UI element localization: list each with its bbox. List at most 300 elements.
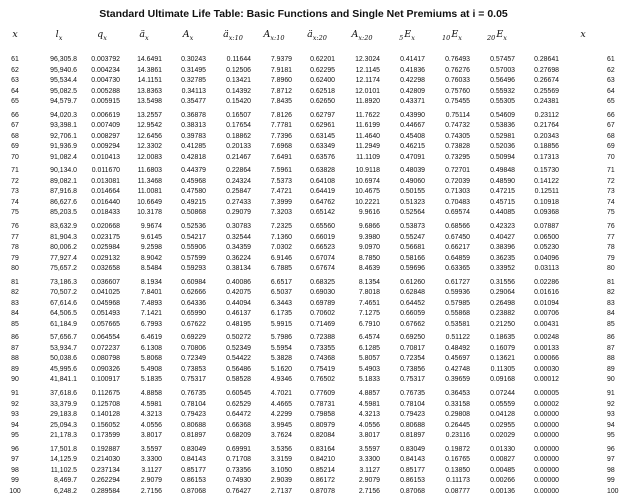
value-cell: 0.75317	[181, 376, 206, 384]
value-cell: 0.86172	[310, 477, 335, 485]
value-cell: 0.78104	[181, 400, 206, 408]
value-cell: 8.9042	[140, 254, 162, 262]
value-cell: 0.38134	[226, 265, 251, 273]
value-cell: 0.23882	[490, 310, 515, 318]
age-cell: 88	[11, 355, 19, 363]
table-row: 97 14,125.9 0.214030 3.3300 0.84143 0.71708 3.3159 0.84210 3.3300 0.84143 0.16765 0.00827 0.00000 97	[0, 455, 607, 466]
value-cell: 2.7156	[140, 487, 162, 495]
age-cell: 74	[11, 198, 19, 206]
value-cell: 0.76735	[400, 390, 425, 398]
value-cell: 37,618.6	[50, 390, 77, 398]
header-Ax	[168, 29, 208, 42]
value-cell: 0.87078	[310, 487, 335, 495]
header-subscript: x:20	[358, 34, 373, 42]
value-cell: 3.8017	[358, 432, 380, 440]
value-cell: 0.018433	[91, 209, 120, 217]
value-cell: 0.30783	[226, 223, 251, 231]
value-cell: 0.67622	[181, 320, 206, 328]
value-cell: 3.3300	[358, 456, 380, 464]
value-cell: 0.72388	[310, 334, 335, 342]
value-cell: 4.8857	[358, 390, 380, 398]
value-cell: 0.59936	[445, 289, 470, 297]
value-cell: 0.49060	[400, 177, 425, 185]
header-prefix: 20	[487, 34, 496, 42]
value-cell: 0.66059	[400, 310, 425, 318]
age-cell: 80	[11, 265, 19, 273]
value-cell: 0.70483	[445, 198, 470, 206]
value-cell: 0.45968	[181, 177, 206, 185]
value-cell: 0.064554	[91, 334, 120, 342]
spacer-cell	[559, 333, 607, 344]
value-cell: 0.74732	[445, 122, 470, 130]
value-cell: 0.73853	[181, 365, 206, 373]
value-cell: 6.7885	[270, 265, 292, 273]
age-cell: 61	[11, 56, 19, 63]
value-cell: 0.82084	[310, 432, 335, 440]
value-cell: 0.66523	[310, 244, 335, 252]
value-cell: 8.7850	[358, 254, 380, 262]
age-cell: 76	[11, 223, 19, 231]
value-cell: 0.28641	[534, 56, 559, 63]
value-cell: 0.18635	[490, 334, 515, 342]
value-cell: 6.5037	[270, 289, 292, 297]
value-cell: 0.56496	[490, 77, 515, 84]
header-subscript: x	[145, 34, 149, 42]
value-cell: 0.61727	[445, 278, 470, 286]
age-cell: 66	[11, 111, 19, 119]
value-cell: 0.47091	[400, 153, 425, 161]
value-cell: 0.44667	[400, 122, 425, 130]
header-ax-annuity	[124, 29, 164, 42]
value-cell: 0.00000	[534, 456, 559, 464]
value-cell: 11.8920	[355, 98, 380, 105]
spacer-cell	[559, 389, 607, 400]
value-cell: 0.50155	[400, 188, 425, 196]
value-cell: 0.70602	[310, 310, 335, 318]
table-row: 86 57,656.7 0.064554 6.4619 0.69229 0.50272 5.7986 0.72388 6.4574 0.69250 0.51122 0.18635 0.00248 86	[0, 333, 607, 344]
value-cell: 0.71708	[226, 456, 251, 464]
value-cell: 95,082.5	[50, 87, 77, 95]
header-symbol: x	[580, 29, 586, 40]
table-row: 91 37,618.6 0.112675 4.8858 0.76735 0.60545 4.7021 0.77609 4.8857 0.76735 0.36453 0.07244 0.00005 91	[0, 389, 607, 400]
header-qx	[82, 29, 122, 42]
value-cell: 0.00266	[490, 477, 515, 485]
value-cell: 0.83164	[310, 445, 335, 453]
value-cell: 0.237134	[91, 466, 120, 474]
life-table	[0, 55, 619, 497]
header-subscript: x:10	[270, 34, 285, 42]
value-cell: 0.76493	[445, 56, 470, 63]
value-cell: 0.52036	[490, 143, 515, 151]
value-cell: 0.60984	[181, 278, 206, 286]
value-cell: 0.013081	[91, 177, 120, 185]
value-cell: 0.51122	[445, 334, 470, 342]
value-cell: 0.00000	[534, 466, 559, 474]
table-row: 69 91,936.9 0.009294 12.3302 0.41285 0.20133 7.6968 0.63349 11.2949 0.46215 0.73828 0.52036 0.18856 69	[0, 142, 607, 153]
value-cell: 87,916.8	[50, 188, 77, 196]
value-cell: 0.72701	[445, 167, 470, 175]
value-cell: 14.6491	[137, 56, 162, 63]
header-subscript: x	[503, 34, 507, 42]
table-row: 90 41,841.1 0.100917 5.1835 0.75317 0.58528 4.9346 0.76502 5.1833 0.75317 0.39659 0.09168 0.00012 90	[0, 375, 607, 386]
table-row: 78 80,006.2 0.025984 9.2598 0.55906 0.34359 7.0302 0.66523 9.0970 0.56681 0.66217 0.38396 0.05230 78	[0, 243, 607, 254]
value-cell: 0.045968	[91, 299, 120, 307]
value-cell: 7.5961	[270, 167, 292, 175]
value-cell: 0.289584	[91, 487, 120, 495]
value-cell: 0.13621	[490, 355, 515, 363]
value-cell: 70,507.2	[50, 289, 77, 297]
header-symbol: E	[451, 29, 459, 40]
value-cell: 4.2299	[270, 411, 292, 419]
value-cell: 0.17654	[226, 122, 251, 130]
header-20Ex	[477, 29, 517, 42]
table-row: 84 64,506.5 0.051493 7.1421 0.65990 0.46137 6.1735 0.70602 7.1275 0.66059 0.55868 0.23882 0.00706 84	[0, 309, 607, 320]
value-cell: 6.1285	[358, 344, 380, 352]
value-cell: 0.62518	[310, 87, 335, 95]
value-cell: 0.02955	[490, 421, 515, 429]
value-cell: 12.3024	[355, 56, 380, 63]
value-cell: 0.53581	[445, 320, 470, 328]
value-cell: 3.5597	[358, 445, 380, 453]
value-cell: 0.73295	[445, 153, 470, 161]
value-cell: 0.48039	[400, 167, 425, 175]
value-cell: 9.2598	[140, 244, 162, 252]
value-cell: 3.1050	[270, 466, 292, 474]
value-cell: 12.3302	[137, 143, 162, 151]
spacer-cell	[559, 142, 607, 153]
value-cell: 5.8057	[358, 355, 380, 363]
value-cell: 0.65142	[310, 209, 335, 217]
value-cell: 5.3828	[270, 355, 292, 363]
table-row: 87 53,934.7 0.072237 6.1308 0.70806 0.52349 5.5954 0.73355 6.1285 0.70817 0.48492 0.16079 0.00133 87	[0, 344, 607, 355]
value-cell: 0.14122	[534, 177, 559, 185]
value-cell: 0.84210	[310, 456, 335, 464]
value-cell: 6.4619	[140, 334, 162, 342]
age-cell: 79	[11, 254, 19, 262]
spacer-cell	[559, 455, 607, 466]
value-cell: 0.00136	[490, 487, 515, 495]
value-cell: 6,248.2	[54, 487, 77, 495]
value-cell: 3.5597	[140, 445, 162, 453]
value-cell: 0.58528	[226, 376, 251, 384]
spacer-cell	[559, 476, 607, 487]
value-cell: 0.65560	[310, 223, 335, 231]
value-cell: 50,038.6	[50, 355, 77, 363]
value-cell: 0.00005	[534, 390, 559, 398]
spacer-cell	[559, 487, 607, 498]
header-symbol: ä	[223, 29, 229, 40]
value-cell: 10.6649	[137, 198, 162, 206]
value-cell: 0.60545	[226, 390, 251, 398]
spacer-cell	[559, 111, 607, 122]
header-symbol: ä	[307, 29, 313, 40]
value-cell: 0.45715	[490, 198, 515, 206]
value-cell: 0.02029	[490, 432, 515, 440]
value-cell: 14.1151	[137, 77, 162, 84]
value-cell: 0.100917	[91, 376, 120, 384]
value-cell: 0.029132	[91, 254, 120, 262]
value-cell: 11.3468	[137, 177, 162, 185]
value-cell: 0.66217	[445, 244, 470, 252]
table-row: 99 8,469.7 0.262294 2.9079 0.86153 0.74930 2.9039 0.86172 2.9079 0.86153 0.11173 0.00266 0.00000 99	[0, 476, 607, 487]
value-cell: 94,020.3	[50, 111, 77, 119]
value-cell: 0.01330	[490, 445, 515, 453]
value-cell: 0.69574	[445, 209, 470, 217]
value-cell: 0.16507	[226, 111, 251, 119]
value-cell: 11.4640	[355, 132, 380, 140]
value-cell: 0.86153	[181, 477, 206, 485]
value-cell: 7.1421	[140, 310, 162, 318]
header-symbol: E	[404, 29, 412, 40]
table-row: 66 94,020.3 0.006619 13.2557 0.36878 0.16507 7.8126 0.62797 11.7622 0.43990 0.75114 0.54609 0.23112 66	[0, 111, 607, 122]
value-cell: 0.00000	[534, 477, 559, 485]
table-row: 67 93,398.1 0.007409 12.9542 0.38313 0.17654 7.7781 0.62961 11.6199 0.44667 0.74732 0.53836 0.21764 67	[0, 121, 607, 132]
value-cell: 0.00133	[534, 344, 559, 352]
value-cell: 0.73356	[226, 466, 251, 474]
value-cell: 0.16079	[490, 344, 515, 352]
value-cell: 53,934.7	[50, 344, 77, 352]
spacer-cell	[559, 222, 607, 233]
table-row: 85 61,184.9 0.057665 6.7993 0.67622 0.48195 5.9915 0.71469 6.7910 0.67662 0.53581 0.21250 0.00431 85	[0, 320, 607, 331]
value-cell: 0.33158	[445, 400, 470, 408]
value-cell: 0.68325	[310, 278, 335, 286]
value-cell: 0.22864	[226, 167, 251, 175]
table-row: 92 33,379.9 0.125708 4.5981 0.78104 0.62529 4.4665 0.78731 4.5981 0.78104 0.33158 0.05559 0.00002 92	[0, 400, 607, 411]
table-row: 62 95,940.6 0.004234 14.3861 0.31495 0.12506 7.9181 0.62295 12.1145 0.41836 0.76276 0.57003 0.27698 62	[0, 66, 607, 77]
value-cell: 0.23112	[534, 111, 559, 119]
value-cell: 0.00431	[534, 320, 559, 328]
value-cell: 0.27433	[226, 198, 251, 206]
value-cell: 73,186.3	[50, 278, 77, 286]
value-cell: 8.5484	[140, 265, 162, 273]
age-cell: 87	[11, 344, 19, 352]
value-cell: 0.07244	[490, 390, 515, 398]
age-cell: 65	[11, 98, 19, 105]
value-cell: 0.10918	[534, 198, 559, 206]
header-subscript: x	[103, 34, 107, 42]
value-cell: 3.1127	[141, 466, 162, 474]
header-symbol: q	[97, 29, 104, 40]
value-cell: 0.83049	[400, 445, 425, 453]
value-cell: 0.76276	[445, 66, 470, 74]
value-cell: 7.2325	[270, 223, 292, 231]
spacer-cell	[559, 466, 607, 477]
value-cell: 10.3178	[137, 209, 162, 217]
value-cell: 0.18862	[226, 132, 251, 140]
value-cell: 0.48590	[490, 177, 515, 185]
value-cell: 0.45697	[445, 355, 470, 363]
table-row: 71 90,134.0 0.011670 11.6803 0.44379 0.22864 7.5961 0.63828 10.9118 0.48039 0.72701 0.49848 0.15730 71	[0, 166, 607, 177]
value-cell: 5.5954	[270, 344, 292, 352]
value-cell: 57,656.7	[50, 334, 77, 342]
value-cell: 0.051493	[91, 310, 120, 318]
value-cell: 0.39659	[445, 376, 470, 384]
value-cell: 2.9039	[270, 477, 292, 485]
value-cell: 0.43371	[400, 98, 425, 105]
header-symbol: A	[263, 29, 271, 40]
value-cell: 0.63349	[310, 143, 335, 151]
value-cell: 0.27698	[534, 66, 559, 74]
spacer-cell	[559, 375, 607, 386]
value-cell: 0.81897	[181, 432, 206, 440]
value-cell: 0.64336	[181, 299, 206, 307]
value-cell: 83,632.9	[50, 223, 77, 231]
value-cell: 0.25847	[226, 188, 251, 196]
value-cell: 0.00030	[534, 365, 559, 373]
value-cell: 0.20133	[226, 143, 251, 151]
value-cell: 0.55906	[181, 244, 206, 252]
value-cell: 0.02286	[534, 278, 559, 286]
header-symbol: A	[182, 29, 190, 40]
value-cell: 4.3213	[140, 411, 162, 419]
value-cell: 0.05559	[490, 400, 515, 408]
value-cell: 0.73828	[445, 143, 470, 151]
age-cell: 77	[11, 233, 19, 241]
value-cell: 0.80979	[310, 421, 335, 429]
value-cell: 11.6199	[355, 122, 380, 130]
value-cell: 0.00000	[534, 432, 559, 440]
value-cell: 12.0083	[137, 153, 162, 161]
value-cell: 2.7137	[270, 487, 292, 495]
value-cell: 95,940.6	[50, 66, 77, 74]
value-cell: 0.11173	[446, 477, 470, 485]
value-cell: 0.23116	[445, 432, 470, 440]
header-10Ex	[432, 29, 472, 42]
table-row: 63 95,534.4 0.004730 14.1151 0.32785 0.13421 7.8960 0.62400 12.1174 0.42298 0.76033 0.56496 0.26674 63	[0, 76, 607, 87]
table-row: 88 50,038.6 0.080798 5.8068 0.72349 0.54422 5.3828 0.74368 5.8057 0.72354 0.45697 0.13621 0.00066 88	[0, 354, 607, 365]
value-cell: 0.55868	[445, 310, 470, 318]
value-cell: 5.1833	[358, 376, 380, 384]
value-cell: 3.3300	[140, 456, 162, 464]
table-row: 64 95,082.5 0.005288 13.8363 0.34113 0.14392 7.8712 0.62518 12.0101 0.42809 0.75760 0.55932 0.25569 64	[0, 87, 607, 98]
value-cell: 0.014664	[91, 188, 120, 196]
value-cell: 0.77609	[310, 390, 335, 398]
value-cell: 0.31495	[181, 66, 206, 74]
value-cell: 0.26674	[534, 77, 559, 84]
value-cell: 8.1354	[358, 278, 380, 286]
value-cell: 0.58166	[400, 254, 425, 262]
value-cell: 0.62666	[181, 289, 206, 297]
value-cell: 0.125708	[91, 400, 120, 408]
value-cell: 0.72349	[181, 355, 206, 363]
value-cell: 4.4665	[270, 400, 292, 408]
value-cell: 4.5981	[358, 400, 380, 408]
value-cell: 6.7910	[358, 320, 380, 328]
table-row: 79 77,927.4 0.029132 8.9042 0.57599 0.36224 6.9146 0.67074 8.7850 0.58166 0.64859 0.36235 0.04096 79	[0, 254, 607, 265]
value-cell: 5.9915	[270, 320, 292, 328]
table-row: 65 94,579.7 0.005915 13.5498 0.35477 0.15420 7.8435 0.62650 11.8920 0.43371 0.75455 0.55305 0.24381 65	[0, 97, 607, 108]
value-cell: 0.45408	[400, 132, 425, 140]
value-cell: 0.75760	[445, 87, 470, 95]
value-cell: 0.64452	[400, 299, 425, 307]
value-cell: 13.2557	[137, 111, 162, 119]
age-cell: 89	[11, 365, 19, 373]
value-cell: 0.47580	[181, 188, 206, 196]
value-cell: 0.61260	[400, 278, 425, 286]
value-cell: 0.53873	[400, 223, 425, 231]
value-cell: 0.00827	[490, 456, 515, 464]
value-cell: 0.30243	[181, 56, 206, 63]
value-cell: 0.57599	[181, 254, 206, 262]
value-cell: 0.85177	[181, 466, 206, 474]
value-cell: 0.010413	[91, 153, 120, 161]
value-cell: 0.78104	[400, 400, 425, 408]
header-subscript: x:10	[228, 34, 243, 42]
value-cell: 0.009294	[91, 143, 120, 151]
value-cell: 0.32544	[226, 233, 251, 241]
value-cell: 85,203.5	[50, 209, 77, 217]
age-cell: 90	[11, 376, 19, 384]
value-cell: 0.76427	[226, 487, 251, 495]
value-cell: 0.74930	[226, 477, 251, 485]
value-cell: 0.005915	[91, 98, 120, 105]
value-cell: 12.1174	[355, 77, 380, 84]
value-cell: 5.8068	[140, 355, 162, 363]
value-cell: 0.63365	[445, 265, 470, 273]
value-cell: 0.55247	[400, 233, 425, 241]
value-cell: 6.9146	[270, 254, 292, 262]
value-cell: 0.42818	[181, 153, 206, 161]
value-cell: 0.59696	[400, 265, 425, 273]
age-cell: 93	[11, 411, 19, 419]
spacer-cell	[559, 309, 607, 320]
spacer-cell	[559, 177, 607, 188]
value-cell: 0.51323	[400, 198, 425, 206]
value-cell: 0.36224	[226, 254, 251, 262]
spacer-cell	[559, 445, 607, 456]
value-cell: 6.1735	[270, 310, 292, 318]
value-cell: 0.69030	[310, 289, 335, 297]
header-symbol: ä	[139, 29, 145, 40]
value-cell: 8.4639	[358, 265, 380, 273]
value-cell: 0.25569	[534, 87, 559, 95]
value-cell: 7.8401	[140, 289, 162, 297]
age-cell: 100	[9, 487, 21, 495]
spacer-cell	[559, 254, 607, 265]
value-cell: 0.04128	[490, 411, 515, 419]
value-cell: 0.68209	[226, 432, 251, 440]
value-cell: 0.64859	[445, 254, 470, 262]
value-cell: 0.023175	[91, 233, 120, 241]
value-cell: 0.011670	[91, 167, 120, 175]
value-cell: 0.69250	[400, 334, 425, 342]
value-cell: 4.9346	[270, 376, 292, 384]
value-cell: 0.44094	[226, 299, 251, 307]
value-cell: 6.7993	[140, 320, 162, 328]
value-cell: 5.1835	[140, 376, 162, 384]
value-cell: 81,904.3	[50, 233, 77, 241]
spacer-cell	[559, 153, 607, 164]
value-cell: 0.21250	[490, 320, 515, 328]
value-cell: 7.0302	[270, 244, 292, 252]
table-row: 95 21,178.3 0.173599 3.8017 0.81897 0.68209 3.7624 0.82084 3.8017 0.81897 0.23116 0.02029 0.00000 95	[0, 431, 607, 442]
value-cell: 0.08777	[445, 487, 470, 495]
table-row: 94 25,094.3 0.156052 4.0556 0.80688 0.66368 3.9945 0.80979 4.0556 0.80688 0.26445 0.02955 0.00000 94	[0, 421, 607, 432]
spacer-cell	[559, 55, 607, 66]
value-cell: 0.80688	[181, 421, 206, 429]
value-cell: 0.73856	[400, 365, 425, 373]
table-row: 68 92,706.1 0.008297 12.6456 0.39783 0.18862 7.7396 0.63145 11.4640 0.45408 0.74305 0.52981 0.20343 68	[0, 132, 607, 143]
value-cell: 0.48195	[226, 320, 251, 328]
spacer-cell	[559, 121, 607, 132]
value-cell: 0.156052	[91, 421, 120, 429]
age-cell: 75	[11, 209, 19, 217]
age-cell: 84	[11, 310, 19, 318]
age-cell: 62	[11, 66, 19, 74]
value-cell: 0.72039	[445, 177, 470, 185]
spacer-cell	[559, 187, 607, 198]
value-cell: 0.025984	[91, 244, 120, 252]
